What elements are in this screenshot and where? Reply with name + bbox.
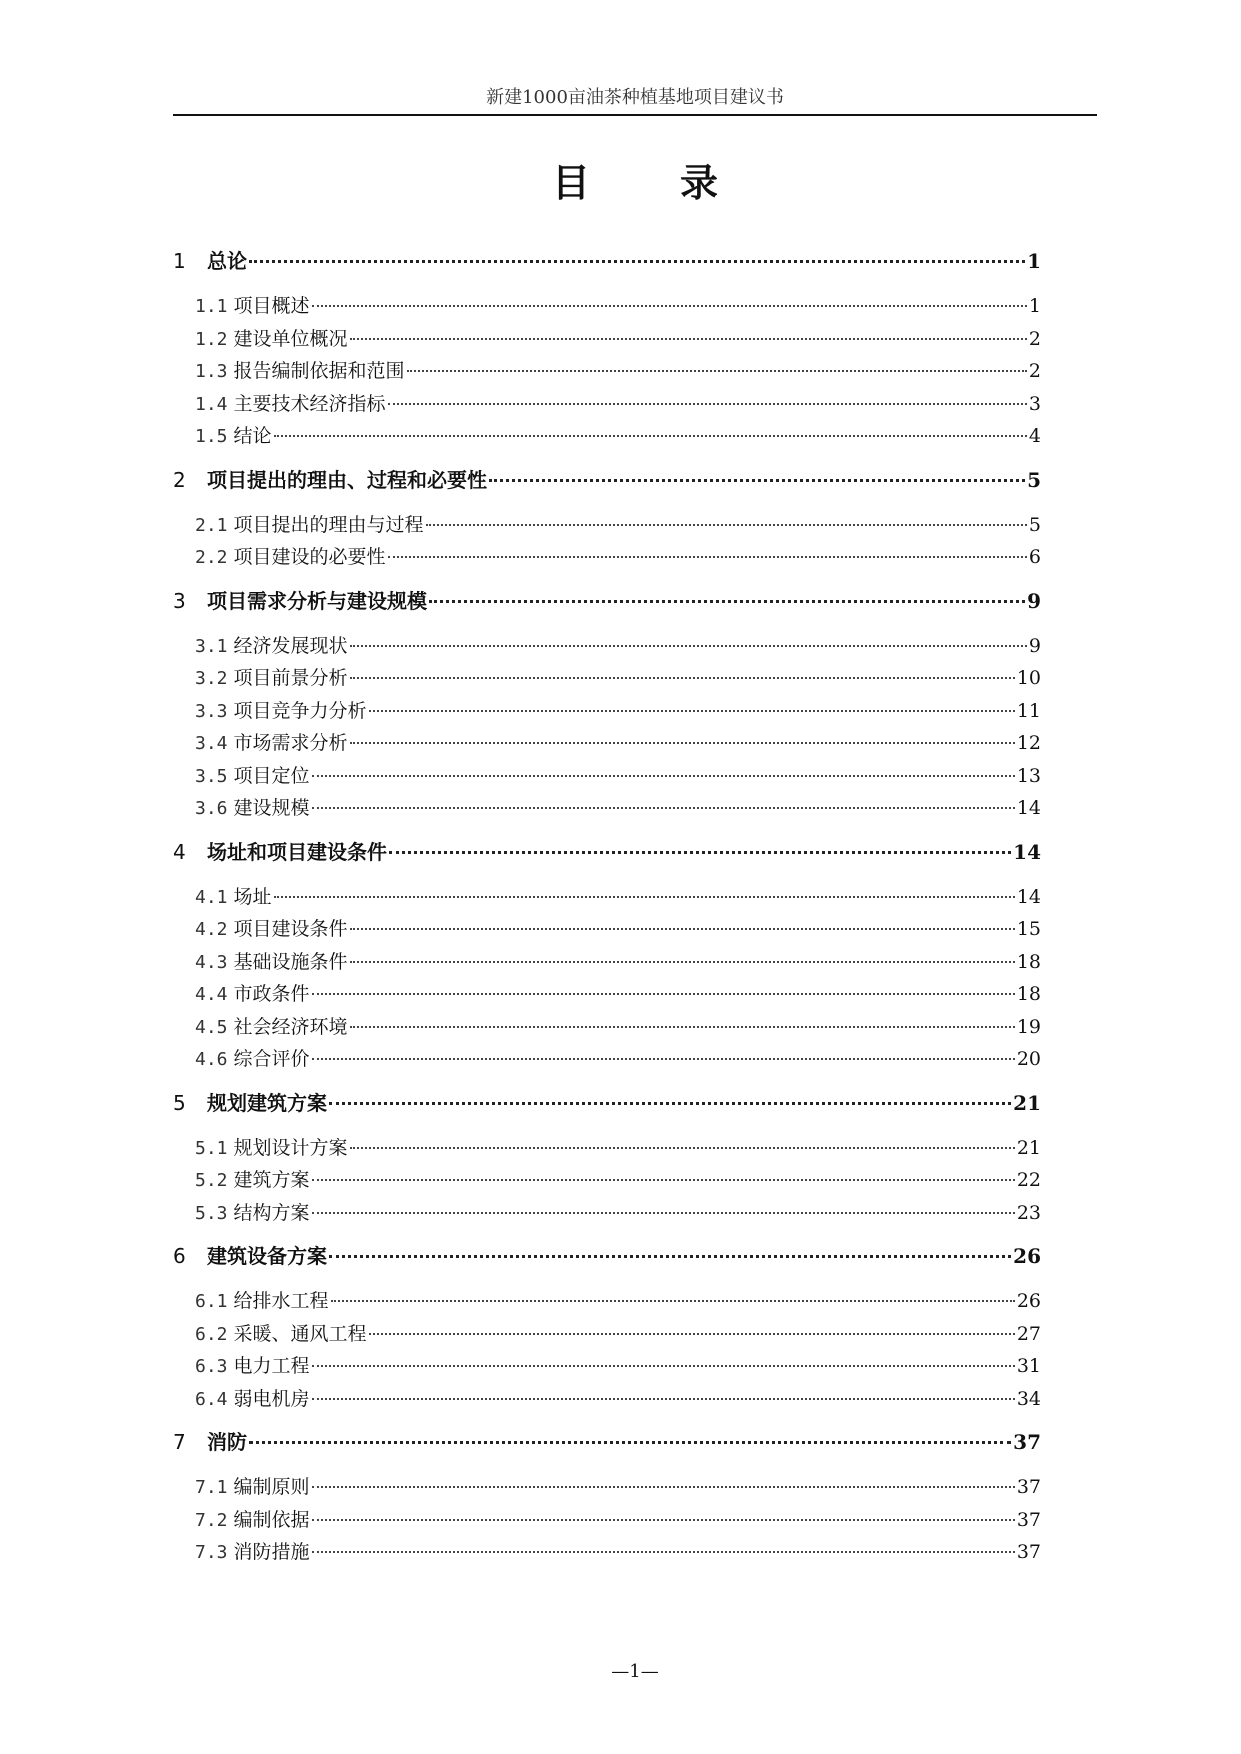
section-title: 编制原则 xyxy=(233,1476,310,1498)
toc-chapter-group xyxy=(173,1242,1041,1415)
toc-section-entry[interactable] xyxy=(173,1471,1041,1504)
dot-leader xyxy=(312,1398,1015,1400)
toc-section-entry[interactable] xyxy=(173,695,1041,728)
section-page-number: 14 xyxy=(1016,885,1041,908)
toc-section-entry[interactable] xyxy=(173,760,1041,793)
dot-leader xyxy=(312,775,1015,777)
toc-section-entry[interactable] xyxy=(173,290,1041,323)
section-number: 1.1 xyxy=(195,296,228,317)
section-number: 1.3 xyxy=(195,361,228,382)
toc-title: 目录 xyxy=(551,161,808,205)
section-title: 经济发展现状 xyxy=(233,634,348,657)
section-page-number: 20 xyxy=(1016,1048,1041,1070)
chapter-number: 1 xyxy=(173,249,186,273)
section-title: 采暖、通风工程 xyxy=(233,1322,367,1345)
section-title: 项目建设条件 xyxy=(233,918,348,940)
dot-leader xyxy=(369,710,1015,712)
toc-chapter-entry[interactable] xyxy=(173,1428,1041,1456)
dot-leader xyxy=(312,993,1015,995)
chapter-page-number: 1 xyxy=(1027,249,1041,273)
dot-leader xyxy=(312,1179,1015,1181)
toc-section-entry[interactable] xyxy=(173,881,1041,914)
section-page-number: 31 xyxy=(1016,1355,1041,1377)
section-page-number: 1 xyxy=(1028,295,1041,317)
toc-section-entry[interactable] xyxy=(173,630,1041,663)
section-number: 5.2 xyxy=(195,1170,228,1191)
section-number: 4.3 xyxy=(195,951,228,973)
section-page-number: 26 xyxy=(1016,1290,1041,1312)
toc-section-entry[interactable] xyxy=(173,1318,1041,1351)
page-number: —1— xyxy=(611,1661,659,1682)
toc-section-entry[interactable] xyxy=(173,1043,1041,1076)
chapter-number: 3 xyxy=(173,588,186,613)
toc-chapter-group xyxy=(173,1089,1041,1230)
chapter-title: 场址和项目建设条件 xyxy=(207,839,387,864)
section-page-number: 2 xyxy=(1028,360,1041,382)
section-number: 4.4 xyxy=(195,984,228,1005)
chapter-page-number: 9 xyxy=(1027,588,1041,613)
toc-section-entry[interactable] xyxy=(173,1350,1041,1383)
section-title: 建设单位概况 xyxy=(233,327,348,350)
section-title: 项目概述 xyxy=(233,295,310,317)
section-page-number: 22 xyxy=(1016,1169,1041,1191)
dot-leader xyxy=(388,556,1027,558)
dot-leader xyxy=(350,961,1015,963)
section-title: 编制依据 xyxy=(233,1508,310,1531)
dot-leader xyxy=(350,1026,1015,1028)
toc-section-entry[interactable] xyxy=(173,1504,1041,1537)
dot-leader xyxy=(329,1102,1011,1105)
section-number: 5.3 xyxy=(195,1202,228,1224)
dot-leader xyxy=(312,1212,1015,1214)
toc-chapter-group xyxy=(173,247,1041,453)
section-number: 7.1 xyxy=(195,1477,228,1498)
section-number: 6.3 xyxy=(195,1356,228,1377)
section-number: 1.2 xyxy=(195,328,228,350)
section-title: 项目前景分析 xyxy=(233,667,348,689)
section-number: 7.2 xyxy=(195,1509,228,1531)
chapter-number: 7 xyxy=(173,1430,186,1454)
dot-leader xyxy=(489,479,1025,482)
section-title: 场址 xyxy=(233,885,272,908)
section-number: 3.6 xyxy=(195,798,228,819)
toc-section-entry[interactable] xyxy=(173,420,1041,453)
chapter-number: 5 xyxy=(173,1090,186,1115)
section-number: 4.2 xyxy=(195,919,228,940)
dot-leader xyxy=(312,1551,1015,1553)
section-title: 项目提出的理由与过程 xyxy=(233,513,424,536)
dot-leader xyxy=(329,1255,1011,1258)
toc-section-entry[interactable] xyxy=(173,1132,1041,1165)
section-number: 7.3 xyxy=(195,1542,228,1563)
dot-leader xyxy=(331,1300,1015,1302)
chapter-title: 规划建筑方案 xyxy=(207,1090,327,1115)
section-page-number: 13 xyxy=(1016,764,1041,787)
section-page-number: 27 xyxy=(1016,1322,1041,1345)
section-number: 4.5 xyxy=(195,1016,228,1038)
toc-chapter-entry[interactable] xyxy=(173,587,1041,615)
toc-section-entry[interactable] xyxy=(173,978,1041,1011)
toc-section-entry[interactable] xyxy=(173,509,1041,542)
section-number: 6.1 xyxy=(195,1291,228,1312)
toc-section-entry[interactable] xyxy=(173,1011,1041,1044)
section-title: 结论 xyxy=(233,425,272,447)
section-page-number: 11 xyxy=(1016,699,1041,722)
toc-section-entry[interactable] xyxy=(173,1197,1041,1230)
chapter-number: 6 xyxy=(173,1244,186,1268)
section-page-number: 21 xyxy=(1016,1136,1041,1159)
section-title: 社会经济环境 xyxy=(233,1015,348,1038)
dot-leader xyxy=(312,305,1027,307)
section-page-number: 37 xyxy=(1016,1508,1041,1531)
section-page-number: 14 xyxy=(1016,797,1041,819)
section-title: 主要技术经济指标 xyxy=(233,392,386,415)
dot-leader xyxy=(312,1365,1015,1367)
section-number: 2.1 xyxy=(195,514,228,536)
dot-leader xyxy=(249,260,1025,263)
dot-leader xyxy=(350,677,1015,679)
section-number: 6.2 xyxy=(195,1323,228,1345)
section-title: 弱电机房 xyxy=(233,1387,310,1410)
dot-leader xyxy=(407,370,1027,372)
dot-leader xyxy=(249,1441,1011,1444)
section-title: 建设规模 xyxy=(233,797,310,819)
section-title: 综合评价 xyxy=(233,1048,310,1070)
section-page-number: 15 xyxy=(1016,918,1041,940)
section-number: 1.4 xyxy=(195,393,228,415)
section-title: 项目建设的必要性 xyxy=(233,546,386,568)
dot-leader xyxy=(312,1519,1015,1521)
section-title: 给排水工程 xyxy=(233,1290,329,1312)
toc-chapter-group xyxy=(173,1428,1041,1569)
toc-section-entry[interactable] xyxy=(173,541,1041,574)
chapter-number: 4 xyxy=(173,839,186,864)
section-page-number: 19 xyxy=(1016,1015,1041,1038)
section-title: 电力工程 xyxy=(233,1355,310,1377)
dot-leader xyxy=(312,1486,1015,1488)
chapter-page-number: 5 xyxy=(1027,467,1041,492)
dot-leader xyxy=(312,1058,1015,1060)
toc-section-entry[interactable] xyxy=(173,913,1041,946)
section-page-number: 2 xyxy=(1028,327,1041,350)
section-page-number: 37 xyxy=(1016,1541,1041,1563)
section-number: 4.1 xyxy=(195,886,228,908)
section-number: 2.2 xyxy=(195,547,228,568)
section-number: 4.6 xyxy=(195,1049,228,1070)
section-number: 3.4 xyxy=(195,733,228,754)
dot-leader xyxy=(350,1147,1015,1149)
section-page-number: 18 xyxy=(1016,983,1041,1005)
toc-chapter-entry[interactable] xyxy=(173,838,1041,866)
section-number: 1.5 xyxy=(195,426,228,447)
chapter-page-number: 21 xyxy=(1013,1090,1041,1115)
section-title: 项目定位 xyxy=(233,764,310,787)
section-title: 市政条件 xyxy=(233,983,310,1005)
dot-leader xyxy=(274,435,1027,437)
section-page-number: 10 xyxy=(1016,667,1041,689)
toc-chapter-group xyxy=(173,466,1041,574)
dot-leader xyxy=(350,645,1027,647)
section-number: 5.1 xyxy=(195,1137,228,1159)
chapter-number: 2 xyxy=(173,467,186,492)
section-page-number: 18 xyxy=(1016,950,1041,973)
chapter-title: 项目需求分析与建设规模 xyxy=(207,588,427,613)
section-page-number: 23 xyxy=(1016,1201,1041,1224)
section-number: 6.4 xyxy=(195,1388,228,1410)
section-number: 3.2 xyxy=(195,668,228,689)
toc-section-entry[interactable] xyxy=(173,1536,1041,1569)
dot-leader xyxy=(350,338,1027,340)
toc-chapter-entry[interactable] xyxy=(173,466,1041,494)
toc-section-entry[interactable] xyxy=(173,727,1041,760)
dot-leader xyxy=(389,851,1011,854)
toc-section-entry[interactable] xyxy=(173,792,1041,825)
section-title: 基础设施条件 xyxy=(233,950,348,973)
dot-leader xyxy=(369,1333,1015,1335)
dot-leader xyxy=(350,928,1015,930)
section-title: 项目竞争力分析 xyxy=(233,699,367,722)
toc-section-entry[interactable] xyxy=(173,662,1041,695)
toc-section-entry[interactable] xyxy=(173,946,1041,979)
section-title: 结构方案 xyxy=(233,1201,310,1224)
section-number: 3.5 xyxy=(195,765,228,787)
chapter-page-number: 37 xyxy=(1013,1430,1041,1454)
section-number: 3.3 xyxy=(195,700,228,722)
toc-section-entry[interactable] xyxy=(173,1164,1041,1197)
chapter-page-number: 14 xyxy=(1013,839,1041,864)
dot-leader xyxy=(350,742,1015,744)
section-page-number: 4 xyxy=(1028,425,1041,447)
toc-chapter-entry[interactable] xyxy=(173,1242,1041,1270)
section-title: 消防措施 xyxy=(233,1541,310,1563)
section-page-number: 37 xyxy=(1016,1476,1041,1498)
section-title: 规划设计方案 xyxy=(233,1136,348,1159)
toc-section-entry[interactable] xyxy=(173,355,1041,388)
chapter-title: 消防 xyxy=(207,1430,247,1454)
section-page-number: 5 xyxy=(1028,513,1041,536)
section-title: 建筑方案 xyxy=(233,1169,310,1191)
chapter-page-number: 26 xyxy=(1013,1244,1041,1268)
dot-leader xyxy=(312,807,1015,809)
toc-section-entry[interactable] xyxy=(173,1383,1041,1416)
header-rule xyxy=(173,114,1097,116)
section-page-number: 3 xyxy=(1028,392,1041,415)
toc-chapter-entry[interactable] xyxy=(173,1089,1041,1117)
chapter-title: 总论 xyxy=(207,249,247,273)
chapter-title: 建筑设备方案 xyxy=(207,1244,327,1268)
section-title: 市场需求分析 xyxy=(233,732,348,754)
dot-leader xyxy=(274,896,1015,898)
table-of-contents xyxy=(173,247,1041,1569)
toc-section-entry[interactable] xyxy=(173,388,1041,421)
chapter-title: 项目提出的理由、过程和必要性 xyxy=(207,467,487,492)
section-page-number: 9 xyxy=(1028,634,1041,657)
section-title: 报告编制依据和范围 xyxy=(233,360,405,382)
toc-chapter-group xyxy=(173,587,1041,825)
toc-chapter-entry[interactable] xyxy=(173,247,1041,275)
toc-section-entry[interactable] xyxy=(173,1285,1041,1318)
toc-section-entry[interactable] xyxy=(173,323,1041,356)
section-page-number: 6 xyxy=(1028,546,1041,568)
section-page-number: 34 xyxy=(1016,1387,1041,1410)
dot-leader xyxy=(426,524,1027,526)
dot-leader xyxy=(388,403,1027,405)
toc-chapter-group xyxy=(173,838,1041,1076)
running-header: 新建1000亩油茶种植基地项目建议书 xyxy=(486,87,784,108)
section-page-number: 12 xyxy=(1016,732,1041,754)
section-number: 3.1 xyxy=(195,635,228,657)
dot-leader xyxy=(429,600,1025,603)
